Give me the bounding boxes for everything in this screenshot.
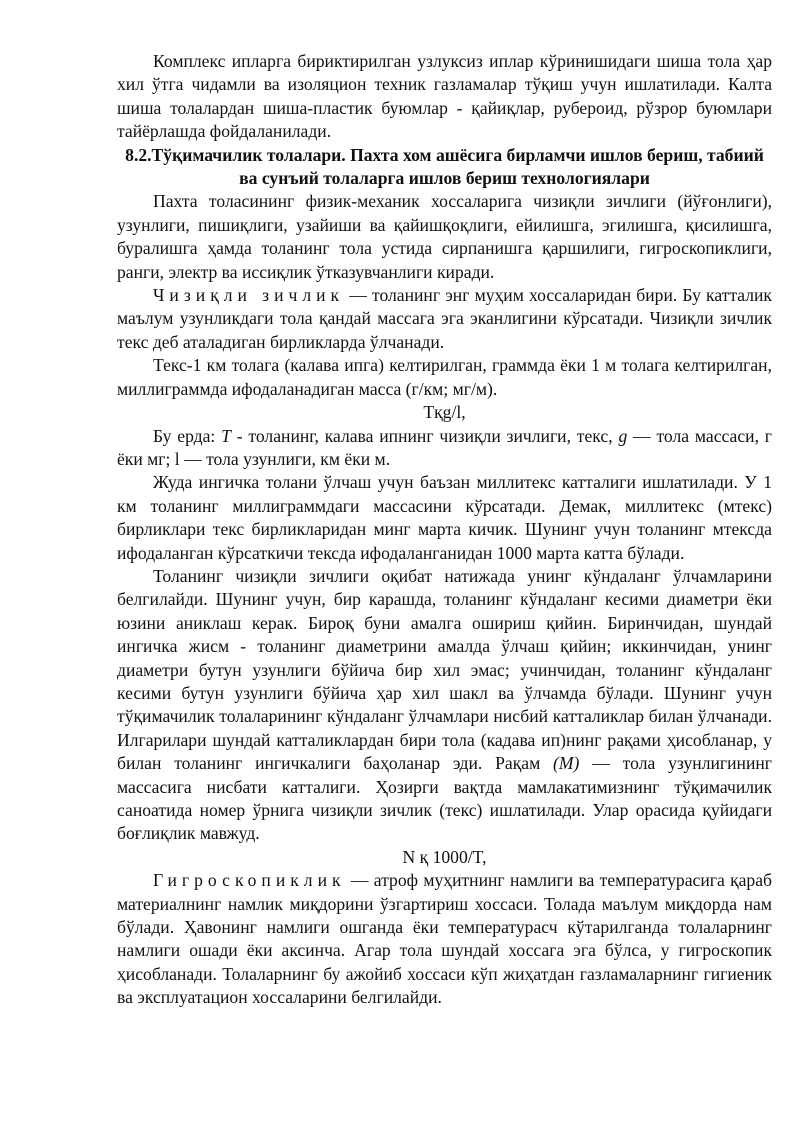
section-heading: 8.2.Тўқимачилик толалари. Пахта хом ашёсига бирламчи ишлов бериш, табиий ва сунъий толаларга ишлов бериш технологиялари bbox=[125, 144, 764, 189]
document-page bbox=[117, 50, 772, 1010]
paragraph-millitex: Жуда ингичка толани ўлчаш учун баъзан миллитекс катталиги ишлатилади. У 1 км толанинг миллиграммдаги массасини кўрсатади. Демак, миллитекс (мтекс) бирликлари текс бирликларидан минг марта кичик. Шунинг учун толанинг мтексда ифодаланган кўрсаткичи тексда ифодаланганидан 1000 марта катта бўлади. bbox=[117, 472, 772, 563]
formula-tex: Tқg/l, bbox=[423, 402, 466, 423]
formula-number: N қ 1000/T, bbox=[402, 846, 487, 867]
symbol-T: T bbox=[221, 425, 231, 446]
legend-prefix: Бу ерда: bbox=[153, 425, 222, 446]
paragraph-cotton-properties: Пахта толасининг физик-механик хоссаларига чизиқли зичлиги (йўғонлиги), узунлиги, пишиқлиги, узайиши ва қайишқоқлиги, ейилишга, эгилишга, қисилишга, буралишга ҳамда толанинг тола устида сирпанишга қаршилиги, гигроскопиклиги, ранги, электр ва иссиқлик ўтказувчанлиги киради. bbox=[117, 191, 772, 282]
paragraph-hygroscopicity bbox=[117, 869, 772, 1009]
cross-section-text-b: — тола узунлигининг массасига нисбати катталиги. Ҳозирги вақтда мамлакатимизнинг тўқимачилик саноатида номер ўрнига чизиқли зичлик (текс) ишлатилади. Улар орасида қуйидаги боғлиқлик мавжуд. bbox=[117, 753, 772, 844]
paragraph-tex-definition: Текс-1 км толага (калава ипга) келтирилган, граммда ёки 1 м толага келтирилган, миллиграммда ифодаланадиган масса (г/км; мг/м). bbox=[117, 355, 772, 399]
paragraph-linear-density bbox=[117, 284, 772, 354]
text-hygroscopicity: — атроф муҳитнинг намлиги ва температурасига қараб материалнинг намлик миқдорини ўзгартириш хоссаси. Толада маълум миқдорда нам бўлади. Ҳавонинг намлиги ошганда ёки температурасч кўтарилганда толаларнинг намлиги ошади ёки аксинча. Агар тола шундай хоссага эга бўлса, у гигроскопик ҳисобланади. Толаларнинг бу ажойиб хоссаси кўп жиҳатдан газламаларнинг гигиеник ва эксплуатацион хоссаларини белгилайди. bbox=[117, 870, 772, 1008]
symbol-g: g bbox=[618, 425, 628, 446]
paragraph-glass-fiber: Комплекс ипларга бириктирилган узлуксиз иплар кўринишидаги шиша тола ҳар хил ўтга чидамли ва изоляцион техник газламалар тўқиш учун ишлатилади. Калта шиша толалардан шиша-пластик буюмлар - қайиқлар, рубероид, рўзрор буюмлари тайёрлашда фойдаланилади. bbox=[117, 51, 772, 142]
text-linear-density: — толанинг энг муҳим хоссаларидан бири. Бу катталик маълум узунликдаги тола қандай массага эга эканлигини кўрсатади. Чизиқли зичлик текс деб аталадиган бирликларда ўлчанади. bbox=[117, 285, 772, 352]
legend-text-a: - толанинг, калава ипнинг чизиқли зичлиги, текс, bbox=[230, 425, 619, 446]
term-hygroscopicity: Гигроскопиклик bbox=[153, 870, 346, 891]
symbol-M: (M) bbox=[553, 753, 580, 774]
term-linear-density: Чизиқли зичлик bbox=[153, 285, 345, 306]
cross-section-text-a: Толанинг чизиқли зичлиги оқибат натижада унинг кўндаланг ўлчамларини белгилайди. Шунинг учун, бир карашда, толанинг кўндаланг кесими диаметри ёки юзини аниклаш керак. Бироқ буни амалга ошириш қийин. Биринчидан, шундай ингичка жисм - толанинг диаметрини амалда ўлчаш қийин; иккинчидан, унинг диаметри бутун узунлиги бўйича бир хил эмас; учинчидан, толанинг кўндаланг кесими бутун узунлиги бўйича ҳар хил шакл ва ўлчамда бўлади. Шунинг учун тўқимачилик толаларининг кўндаланг ўлчамлари нисбий катталиклар билан ўлчанади. Илгарилари шундай катталиклардан бири тола (кадава ип)нинг рақами ҳисобланар, у билан толанинг ингичкалиги баҳоланар эди. Рақам bbox=[117, 565, 772, 774]
paragraph-cross-section bbox=[117, 565, 772, 846]
paragraph-formula-legend bbox=[117, 425, 772, 472]
legend-text-b: — тола массаси, г ёки мг; l — тола узунлиги, км ёки м. bbox=[117, 425, 773, 469]
